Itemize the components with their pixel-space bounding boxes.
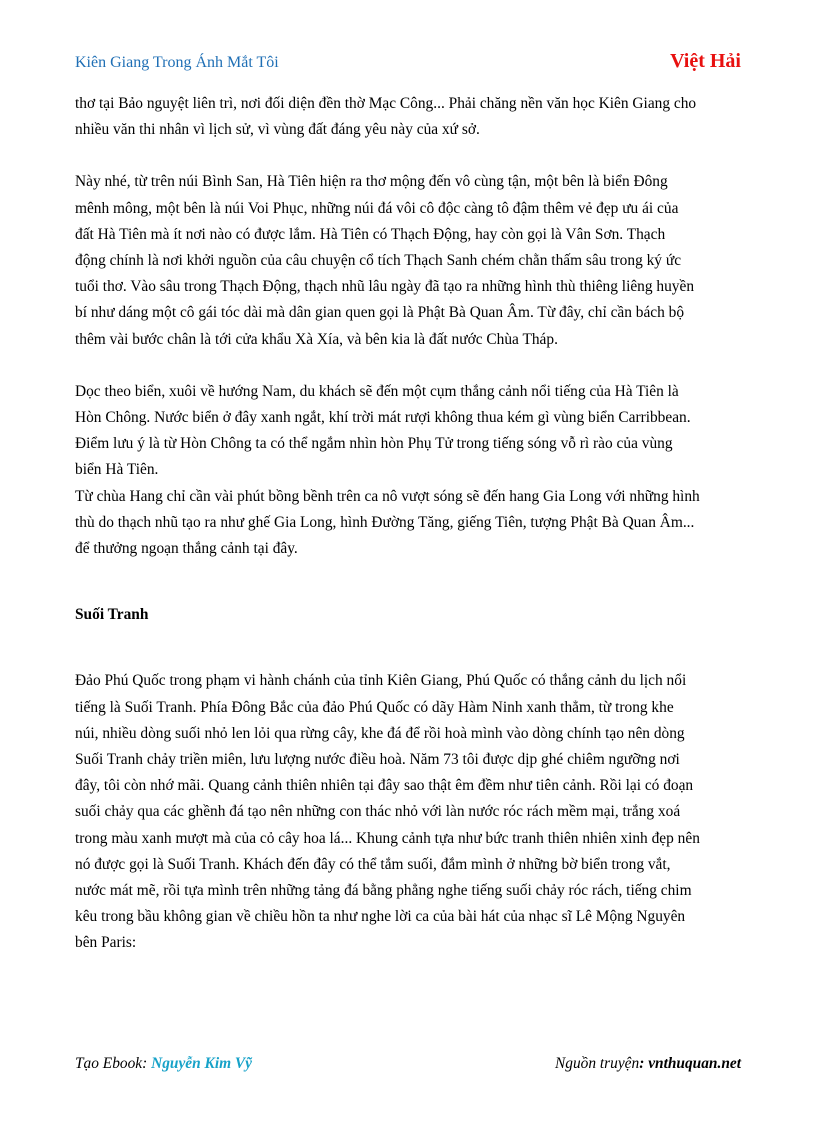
text-line: thù do thạch nhũ tạo ra như ghế Gia Long, hình Đường Tăng, giếng Tiên, tượng Phật Bà Quan Âm... [75, 513, 695, 531]
text-line: để thưởng ngoạn thắng cảnh tại đây. [75, 540, 298, 558]
text-line: thêm vài bước chân là tới cửa khẩu Xà Xía, và bên kia là đất nước Chùa Tháp. [75, 330, 558, 348]
text-line: suối chảy qua các ghềnh đá tạo nên những con thác nhỏ với làn nước róc rách mềm mại, trắng xoá [75, 803, 681, 821]
text-line: đất Hà Tiên mà ít nơi nào có được lắm. Hà Tiên có Thạch Động, hay còn gọi là Vân Sơn. Thạch [75, 225, 666, 243]
text-line: Suối Tranh chảy triền miên, lưu lượng nước điều hoà. Năm 73 tôi được dịp ghé chiêm ngưỡng nơi [75, 751, 680, 769]
source-credit [555, 1055, 741, 1073]
text-line: nước mát mẽ, rồi tựa mình trên những tảng đá bằng phẳng nghe tiếng suối chảy róc rách, tiếng chim [75, 882, 692, 900]
source-name: vnthuquan.net [648, 1055, 741, 1072]
book-title: Kiên Giang Trong Ánh Mắt Tôi [75, 54, 279, 71]
ebook-credit [75, 1055, 252, 1073]
section-gap [75, 628, 743, 668]
credit-label: Tạo Ebook [75, 1055, 143, 1072]
text-line: kêu trong bầu không gian về chiều hồn ta như nghe lời ca của bài hát của nhạc sĩ Lê Mộng Nguyên [75, 908, 686, 926]
text-line: Này nhé, từ trên núi Bình San, Hà Tiên hiện ra thơ mộng đến vô cùng tận, một bên là biển Đông [75, 173, 668, 191]
text-line: Hòn Chông. Nước biển ở đây xanh ngắt, khí trời mát rượi không thua kém gì vùng biển Carribbean. [75, 409, 691, 427]
text-line: Dọc theo biển, xuôi về hướng Nam, du khách sẽ đến một cụm thắng cảnh nổi tiếng của Hà Tiên là [75, 382, 679, 400]
source-label: Nguồn truyện [554, 1055, 640, 1072]
page-header [75, 50, 741, 76]
text-line: núi, nhiều dòng suối nhỏ len lỏi qua rừng cây, khe đá để rồi hoà mình vào dòng chính tạo nên dòng [75, 724, 685, 742]
page-footer [75, 1055, 741, 1077]
source-separator: : [639, 1055, 649, 1072]
text-line: thơ tại Bảo nguyệt liên trì, nơi đối diện đền thờ Mạc Công... Phải chăng nền văn học Kiên Giang cho [75, 95, 697, 112]
text-line: tuổi thơ. Vào sâu trong Thạch Động, thạch nhũ lâu ngày đã tạo ra những hình thù thiêng liêng huyền [75, 278, 695, 296]
credit-separator: : [142, 1055, 152, 1072]
text-line: Đảo Phú Quốc trong phạm vi hành chánh của tỉnh Kiên Giang, Phú Quốc có thắng cảnh du lịch nổi [75, 672, 687, 690]
text-line: đây, tôi còn nhớ mãi. Quang cảnh thiên nhiên tại đây sao thật êm đềm như tiên cảnh. Rồi lại có đoạn [75, 777, 694, 795]
text-line: nhiều văn thi nhân vì lịch sử, vì vùng đất đáng yêu này của xứ sở. [75, 121, 480, 139]
section-gap [75, 562, 743, 602]
paragraph-gap [75, 143, 743, 169]
page-content [75, 91, 743, 957]
section-heading: Suối Tranh [75, 606, 149, 624]
text-line: tiếng là Suối Tranh. Phía Đông Bắc của đảo Phú Quốc có dãy Hàm Ninh xanh thẳm, từ trong khe [75, 698, 674, 716]
text-line: bí như dáng một cô gái tóc dài mà dân gian quen gọi là Phật Bà Quan Âm. Từ đây, chỉ cần bách bộ [75, 304, 685, 322]
paragraph-gap [75, 353, 743, 379]
text-line: trong màu xanh mượt mà của cỏ cây hoa lá... Khung cảnh tựa như bức tranh thiên nhiên xinh đẹp nên [75, 829, 700, 847]
text-line: biển Hà Tiên. [75, 461, 159, 479]
text-line: nó được gọi là Suối Tranh. Khách đến đây có thể tắm suối, đắm mình ở những bờ biển trong vắt, [75, 855, 671, 873]
text-line: Từ chùa Hang chỉ cần vài phút bồng bềnh trên ca nô vượt sóng sẽ đến hang Gia Long với những hình [75, 487, 700, 505]
text-line: bên Paris: [75, 934, 137, 952]
credit-name: Nguyễn Kim Vỹ [151, 1055, 253, 1072]
author-name: Việt Hải [670, 50, 741, 72]
text-line: Điểm lưu ý là từ Hòn Chông ta có thể ngắm nhìn hòn Phụ Tử trong tiếng sóng vỗ rì rào của vùng [75, 435, 673, 453]
text-line: mênh mông, một bên là núi Voi Phục, những núi đá vôi cô độc càng tô đậm thêm vẻ đẹp ưu ái của [75, 199, 679, 217]
text-line: động chính là nơi khởi nguồn của câu chuyện cổ tích Thạch Sanh chém chằn thấm sâu trong ký ức [75, 252, 682, 270]
